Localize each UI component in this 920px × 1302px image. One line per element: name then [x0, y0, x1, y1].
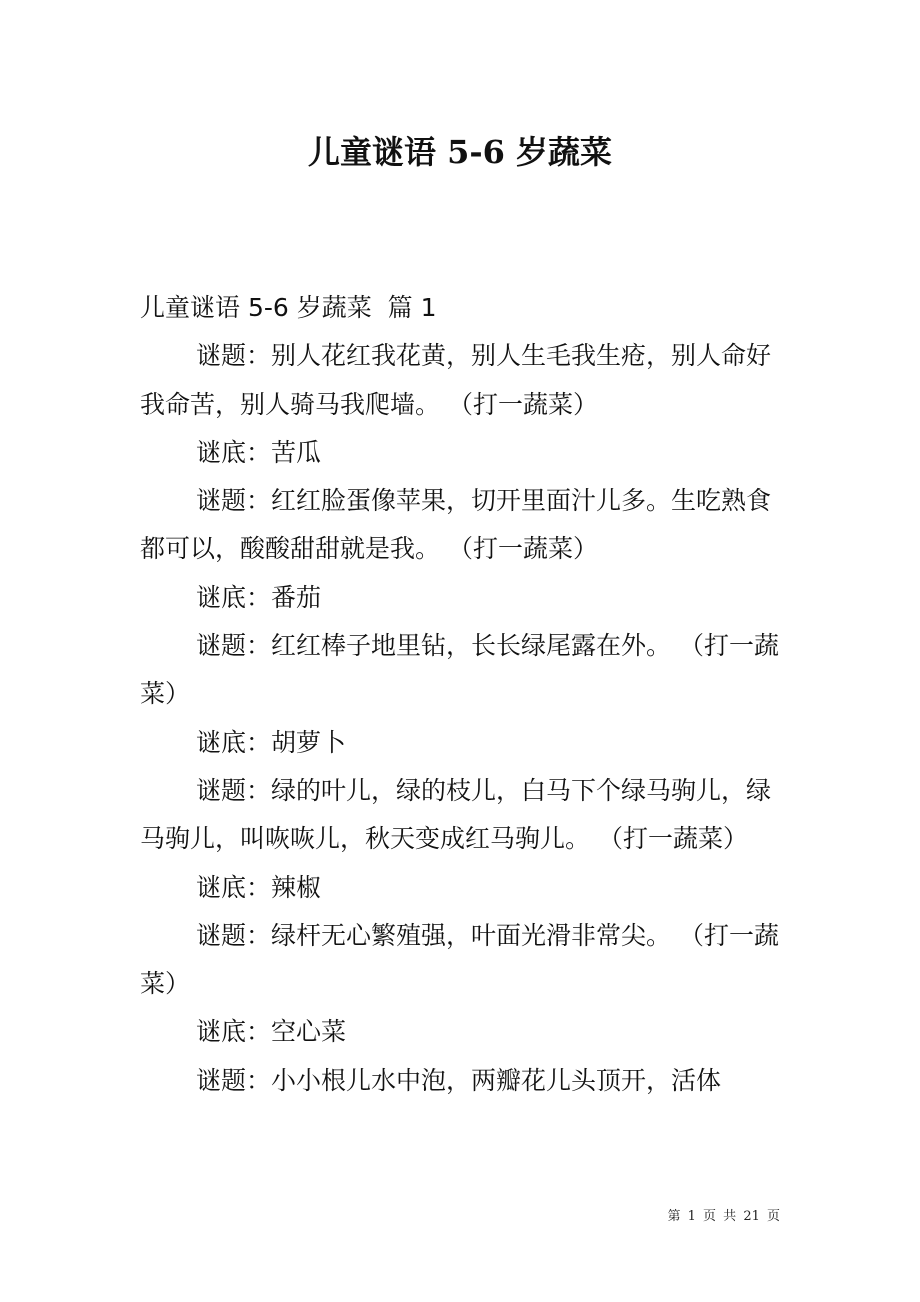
- riddle-question: 谜题：红红棒子地里钻，长长绿尾露在外。 （打一蔬菜）: [140, 631, 779, 709]
- riddle-question: 谜题：别人花红我花黄，别人生毛我生疮，别人命好我命苦，别人骑马我爬墙。 （打一蔬菜）: [140, 341, 772, 419]
- riddle-answer: 谜底：番茄: [196, 582, 322, 612]
- riddle-question: 谜题：红红脸蛋像苹果，切开里面汁儿多。生吃熟食都可以，酸酸甜甜就是我。 （打一蔬菜）: [140, 486, 772, 564]
- page-number-footer: 第 1 页 共 21 页: [667, 1209, 780, 1224]
- document-title: 儿童谜语 5-6 岁蔬菜: [307, 133, 613, 171]
- riddle-question: 谜题：绿杆无心繁殖强，叶面光滑非常尖。 （打一蔬菜）: [140, 920, 779, 999]
- riddle-question: 谜题：小小根儿水中泡，两瓣花儿头顶开，活体: [196, 1065, 722, 1095]
- riddle-answer: 谜底：苦瓜: [196, 437, 322, 467]
- document-body: [140, 284, 788, 1105]
- riddle-answer: 谜底：胡萝卜: [196, 727, 347, 757]
- riddle-question: 谜题：绿的叶儿，绿的枝儿，白马下个绿马驹儿，绿马驹儿，叫咴咴儿，秋天变成红马驹儿。 （打一蔬菜）: [140, 775, 772, 854]
- section-heading: 儿童谜语 5-6 岁蔬菜 篇 1: [140, 293, 437, 322]
- riddle-answer: 谜底：空心菜: [196, 1017, 347, 1047]
- riddle-answer: 谜底：辣椒: [196, 872, 322, 902]
